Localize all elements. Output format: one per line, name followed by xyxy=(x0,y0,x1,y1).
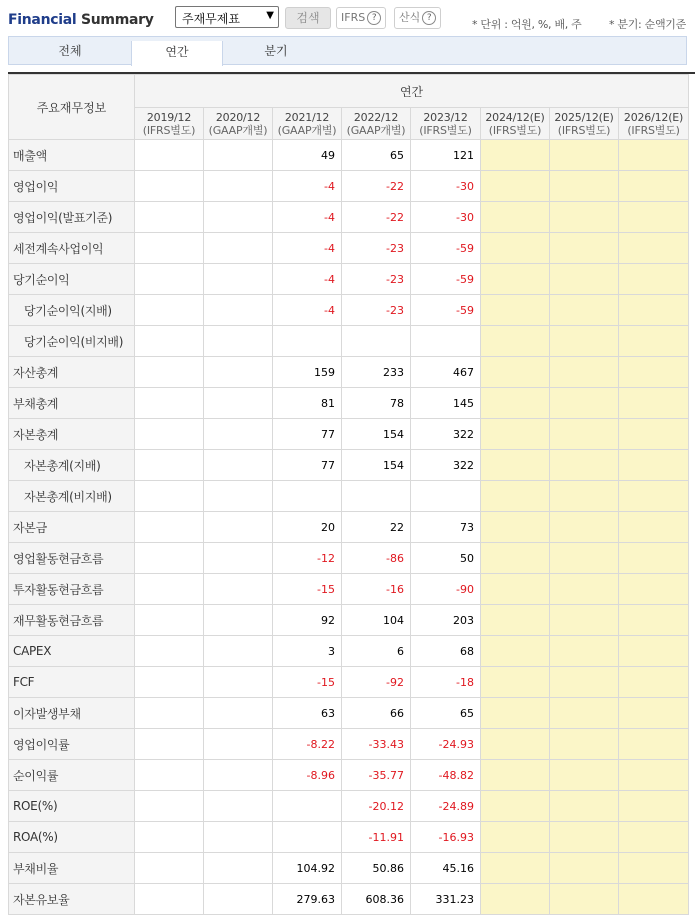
table-cell: 608.36 xyxy=(342,884,411,915)
table-cell: -92 xyxy=(342,667,411,698)
row-label: 자산총계 xyxy=(9,357,135,388)
table-cell xyxy=(550,202,619,233)
row-label: 재무활동현금흐름 xyxy=(9,605,135,636)
table-cell xyxy=(411,326,481,357)
table-cell xyxy=(550,481,619,512)
table-cell xyxy=(481,202,550,233)
table-cell xyxy=(204,481,273,512)
period-basis: (IFRS별도) xyxy=(627,123,680,137)
table-cell: -4 xyxy=(273,202,342,233)
table-cell: -23 xyxy=(342,233,411,264)
statement-type-select[interactable] xyxy=(175,6,279,28)
table-cell xyxy=(619,605,689,636)
row-label: 자본총계 xyxy=(9,419,135,450)
table-cell: -16 xyxy=(342,574,411,605)
table-cell xyxy=(619,543,689,574)
quarter-note: * 분기: 순액기준 xyxy=(609,18,686,31)
table-cell: 331.23 xyxy=(411,884,481,915)
row-label: 자본유보율 xyxy=(9,884,135,915)
row-label: 영업활동현금흐름 xyxy=(9,543,135,574)
table-cell xyxy=(204,388,273,419)
period-basis: (IFRS별도) xyxy=(488,123,542,137)
table-row xyxy=(9,357,689,388)
table-row xyxy=(9,667,689,698)
table-cell xyxy=(619,264,689,295)
period-basis: (GAAP개별) xyxy=(277,123,337,137)
financial-table-container xyxy=(8,72,695,918)
table-cell xyxy=(204,171,273,202)
table-cell xyxy=(135,357,204,388)
table-cell: 66 xyxy=(342,698,411,729)
table-row xyxy=(9,698,689,729)
table-cell xyxy=(619,791,689,822)
table-cell: 77 xyxy=(273,419,342,450)
table-cell xyxy=(550,419,619,450)
table-cell xyxy=(481,729,550,760)
table-cell: 65 xyxy=(342,140,411,171)
period-basis: (IFRS별도) xyxy=(557,123,611,137)
table-cell: -33.43 xyxy=(342,729,411,760)
row-label: 자본총계(비지배) xyxy=(9,481,135,512)
table-cell xyxy=(550,233,619,264)
table-cell xyxy=(619,729,689,760)
table-cell xyxy=(204,326,273,357)
table-cell xyxy=(411,481,481,512)
table-cell: 203 xyxy=(411,605,481,636)
table-cell: -15 xyxy=(273,667,342,698)
period-tabs xyxy=(8,36,687,65)
table-cell: -15 xyxy=(273,574,342,605)
table-cell xyxy=(135,512,204,543)
table-cell: 154 xyxy=(342,450,411,481)
table-cell: 322 xyxy=(411,450,481,481)
table-body xyxy=(9,140,689,915)
table-cell xyxy=(135,202,204,233)
table-cell xyxy=(619,388,689,419)
table-cell xyxy=(273,326,342,357)
period-header xyxy=(550,108,619,140)
table-cell xyxy=(204,760,273,791)
table-cell xyxy=(619,698,689,729)
row-label: 투자활동현금흐름 xyxy=(9,574,135,605)
table-cell xyxy=(619,636,689,667)
table-cell xyxy=(204,233,273,264)
period-header xyxy=(135,108,204,140)
row-label: 영업이익(발표기준) xyxy=(9,202,135,233)
table-cell: 92 xyxy=(273,605,342,636)
table-cell: -4 xyxy=(273,295,342,326)
row-label: 자본금 xyxy=(9,512,135,543)
formula-label: 산식 xyxy=(399,11,421,24)
table-cell xyxy=(135,233,204,264)
period-year: 2026/12(E) xyxy=(623,110,684,124)
table-cell: 6 xyxy=(342,636,411,667)
table-cell xyxy=(619,140,689,171)
period-header xyxy=(619,108,689,140)
table-cell xyxy=(481,698,550,729)
table-cell xyxy=(204,729,273,760)
ifrs-label: IFRS xyxy=(341,11,366,24)
row-label: ROE(%) xyxy=(9,791,135,822)
row-label: 영업이익률 xyxy=(9,729,135,760)
table-cell xyxy=(135,264,204,295)
table-cell xyxy=(550,605,619,636)
table-cell xyxy=(204,884,273,915)
table-cell xyxy=(135,326,204,357)
table-row xyxy=(9,791,689,822)
table-row xyxy=(9,388,689,419)
table-cell xyxy=(550,636,619,667)
table-cell xyxy=(481,233,550,264)
table-cell: 45.16 xyxy=(411,853,481,884)
table-cell: 50.86 xyxy=(342,853,411,884)
table-cell xyxy=(550,388,619,419)
table-cell xyxy=(619,512,689,543)
table-cell xyxy=(135,853,204,884)
table-cell: -22 xyxy=(342,202,411,233)
row-label: 매출액 xyxy=(9,140,135,171)
table-cell: -90 xyxy=(411,574,481,605)
table-cell: -23 xyxy=(342,295,411,326)
table-cell xyxy=(135,605,204,636)
table-cell: -18 xyxy=(411,667,481,698)
table-row xyxy=(9,543,689,574)
table-cell xyxy=(481,853,550,884)
row-label: FCF xyxy=(9,667,135,698)
table-cell xyxy=(619,481,689,512)
table-cell xyxy=(204,853,273,884)
table-cell xyxy=(619,884,689,915)
table-cell xyxy=(550,295,619,326)
table-row xyxy=(9,853,689,884)
table-cell xyxy=(481,419,550,450)
statement-type-value: 주재무제표 xyxy=(182,12,240,26)
table-cell: 154 xyxy=(342,419,411,450)
table-row xyxy=(9,512,689,543)
row-label: 당기순이익(비지배) xyxy=(9,326,135,357)
table-cell xyxy=(550,264,619,295)
table-cell: 22 xyxy=(342,512,411,543)
table-row xyxy=(9,574,689,605)
table-cell xyxy=(135,419,204,450)
table-cell xyxy=(204,140,273,171)
period-basis: (GAAP개별) xyxy=(346,123,406,137)
table-cell: -20.12 xyxy=(342,791,411,822)
table-cell: -16.93 xyxy=(411,822,481,853)
table-cell xyxy=(481,574,550,605)
table-row xyxy=(9,729,689,760)
table-cell xyxy=(204,636,273,667)
period-header xyxy=(411,108,481,140)
table-cell xyxy=(135,543,204,574)
table-cell xyxy=(481,667,550,698)
table-row xyxy=(9,636,689,667)
table-cell xyxy=(481,605,550,636)
table-cell: -24.93 xyxy=(411,729,481,760)
table-cell: 467 xyxy=(411,357,481,388)
table-cell xyxy=(619,450,689,481)
table-cell xyxy=(619,171,689,202)
tab-quarterly[interactable]: 분기 xyxy=(264,44,288,58)
table-cell xyxy=(342,481,411,512)
formula-button[interactable] xyxy=(394,7,441,29)
table-cell xyxy=(619,295,689,326)
page-title xyxy=(8,12,154,28)
chevron-down-icon: ▼ xyxy=(266,10,274,21)
table-cell: -30 xyxy=(411,171,481,202)
table-cell xyxy=(135,140,204,171)
table-row xyxy=(9,233,689,264)
table-cell: 65 xyxy=(411,698,481,729)
table-cell xyxy=(550,667,619,698)
table-cell xyxy=(204,822,273,853)
table-cell: -59 xyxy=(411,264,481,295)
table-cell xyxy=(481,326,550,357)
table-cell: -22 xyxy=(342,171,411,202)
annual-group-header: 연간 xyxy=(135,75,689,108)
ifrs-button[interactable] xyxy=(336,7,386,29)
table-cell xyxy=(550,698,619,729)
period-header xyxy=(481,108,550,140)
table-cell xyxy=(135,822,204,853)
table-cell xyxy=(481,481,550,512)
table-cell xyxy=(550,357,619,388)
table-cell xyxy=(481,760,550,791)
table-cell xyxy=(135,698,204,729)
table-cell xyxy=(550,822,619,853)
period-year: 2025/12(E) xyxy=(554,110,614,124)
row-label: 자본총계(지배) xyxy=(9,450,135,481)
period-year: 2021/12 xyxy=(284,110,330,124)
table-cell: 73 xyxy=(411,512,481,543)
table-cell xyxy=(204,605,273,636)
table-cell: -86 xyxy=(342,543,411,574)
table-cell xyxy=(135,171,204,202)
row-label: 이자발생부채 xyxy=(9,698,135,729)
period-year: 2023/12 xyxy=(423,110,468,124)
table-row xyxy=(9,202,689,233)
table-cell: 20 xyxy=(273,512,342,543)
table-cell xyxy=(135,636,204,667)
table-cell xyxy=(619,357,689,388)
table-cell: -30 xyxy=(411,202,481,233)
unit-note: * 단위 : 억원, %, 배, 주 xyxy=(472,18,582,31)
tab-all[interactable]: 전체 xyxy=(58,44,82,58)
table-cell xyxy=(204,543,273,574)
table-cell: 63 xyxy=(273,698,342,729)
table-cell xyxy=(481,636,550,667)
table-cell xyxy=(135,729,204,760)
table-row xyxy=(9,326,689,357)
table-row xyxy=(9,760,689,791)
table-cell xyxy=(204,295,273,326)
table-cell: 233 xyxy=(342,357,411,388)
table-cell xyxy=(619,667,689,698)
period-basis: (IFRS별도) xyxy=(419,123,472,137)
table-cell: 68 xyxy=(411,636,481,667)
table-cell xyxy=(481,171,550,202)
table-cell xyxy=(619,822,689,853)
table-cell: 322 xyxy=(411,419,481,450)
table-cell xyxy=(481,543,550,574)
table-cell xyxy=(619,574,689,605)
table-cell xyxy=(135,760,204,791)
row-label: 당기순이익 xyxy=(9,264,135,295)
table-cell: 104 xyxy=(342,605,411,636)
title-part2: Summary xyxy=(80,12,154,28)
table-cell xyxy=(550,450,619,481)
table-cell xyxy=(135,884,204,915)
table-cell xyxy=(481,884,550,915)
table-cell xyxy=(204,574,273,605)
table-cell xyxy=(619,419,689,450)
table-cell xyxy=(204,450,273,481)
row-label: 영업이익 xyxy=(9,171,135,202)
table-cell xyxy=(342,326,411,357)
table-cell xyxy=(135,667,204,698)
table-cell xyxy=(619,233,689,264)
tab-annual[interactable]: 연간 xyxy=(131,41,223,66)
table-cell: 104.92 xyxy=(273,853,342,884)
table-cell: -23 xyxy=(342,264,411,295)
table-row xyxy=(9,171,689,202)
table-cell: 49 xyxy=(273,140,342,171)
table-cell: -48.82 xyxy=(411,760,481,791)
table-cell xyxy=(481,388,550,419)
search-button[interactable]: 검색 xyxy=(285,7,331,29)
period-header xyxy=(204,108,273,140)
table-cell xyxy=(204,512,273,543)
financial-summary-table xyxy=(8,74,689,915)
period-year: 2020/12 xyxy=(215,110,261,124)
period-year: 2019/12 xyxy=(146,110,192,124)
table-row xyxy=(9,140,689,171)
top-bar xyxy=(0,0,695,36)
row-label: 부채총계 xyxy=(9,388,135,419)
table-cell xyxy=(550,171,619,202)
table-row xyxy=(9,419,689,450)
title-part1: Financial xyxy=(8,12,77,28)
table-cell: 159 xyxy=(273,357,342,388)
corner-header: 주요재무정보 xyxy=(9,75,135,140)
table-cell xyxy=(273,791,342,822)
table-cell xyxy=(204,791,273,822)
table-cell: 145 xyxy=(411,388,481,419)
table-cell: -59 xyxy=(411,295,481,326)
table-cell xyxy=(481,140,550,171)
table-cell: -11.91 xyxy=(342,822,411,853)
table-row xyxy=(9,822,689,853)
row-label: 세전계속사업이익 xyxy=(9,233,135,264)
table-cell xyxy=(481,264,550,295)
table-cell xyxy=(135,481,204,512)
table-cell xyxy=(481,357,550,388)
table-row xyxy=(9,264,689,295)
period-basis: (IFRS별도) xyxy=(142,123,196,137)
table-row xyxy=(9,481,689,512)
table-cell: -4 xyxy=(273,264,342,295)
table-cell xyxy=(550,729,619,760)
row-label: 부채비율 xyxy=(9,853,135,884)
table-cell: -8.22 xyxy=(273,729,342,760)
table-cell xyxy=(273,822,342,853)
table-cell: 121 xyxy=(411,140,481,171)
row-label: 당기순이익(지배) xyxy=(9,295,135,326)
row-label: ROA(%) xyxy=(9,822,135,853)
table-cell xyxy=(550,884,619,915)
table-cell xyxy=(135,450,204,481)
table-cell xyxy=(619,326,689,357)
table-row xyxy=(9,295,689,326)
table-cell: -35.77 xyxy=(342,760,411,791)
table-cell xyxy=(204,264,273,295)
table-cell xyxy=(204,419,273,450)
table-cell xyxy=(550,760,619,791)
table-cell xyxy=(550,574,619,605)
table-row xyxy=(9,884,689,915)
table-cell: -59 xyxy=(411,233,481,264)
table-cell xyxy=(550,326,619,357)
table-cell xyxy=(550,791,619,822)
table-row xyxy=(9,605,689,636)
period-header xyxy=(342,108,411,140)
table-cell: 77 xyxy=(273,450,342,481)
help-icon: ? xyxy=(367,11,381,25)
table-cell xyxy=(135,388,204,419)
period-basis: (GAAP개별) xyxy=(208,123,268,137)
table-cell xyxy=(273,481,342,512)
table-cell xyxy=(204,698,273,729)
table-cell xyxy=(135,295,204,326)
table-cell: 50 xyxy=(411,543,481,574)
table-cell: 78 xyxy=(342,388,411,419)
table-cell xyxy=(481,822,550,853)
row-label: CAPEX xyxy=(9,636,135,667)
table-cell: -8.96 xyxy=(273,760,342,791)
table-cell xyxy=(550,853,619,884)
table-row xyxy=(9,450,689,481)
table-cell: -4 xyxy=(273,233,342,264)
table-cell: 279.63 xyxy=(273,884,342,915)
table-cell xyxy=(619,202,689,233)
table-cell xyxy=(481,450,550,481)
table-cell: 3 xyxy=(273,636,342,667)
period-year: 2022/12 xyxy=(353,110,399,124)
row-label: 순이익률 xyxy=(9,760,135,791)
table-cell xyxy=(135,791,204,822)
table-cell xyxy=(204,357,273,388)
table-cell: -24.89 xyxy=(411,791,481,822)
table-cell xyxy=(481,791,550,822)
table-cell xyxy=(619,853,689,884)
period-year: 2024/12(E) xyxy=(485,110,545,124)
table-cell xyxy=(481,295,550,326)
table-cell xyxy=(550,140,619,171)
table-cell xyxy=(204,667,273,698)
table-cell xyxy=(481,512,550,543)
table-cell: -12 xyxy=(273,543,342,574)
table-cell xyxy=(619,760,689,791)
table-cell xyxy=(550,512,619,543)
help-icon: ? xyxy=(422,11,436,25)
table-cell xyxy=(204,202,273,233)
table-cell xyxy=(550,543,619,574)
table-cell: -4 xyxy=(273,171,342,202)
table-cell xyxy=(135,574,204,605)
period-header xyxy=(273,108,342,140)
table-cell: 81 xyxy=(273,388,342,419)
